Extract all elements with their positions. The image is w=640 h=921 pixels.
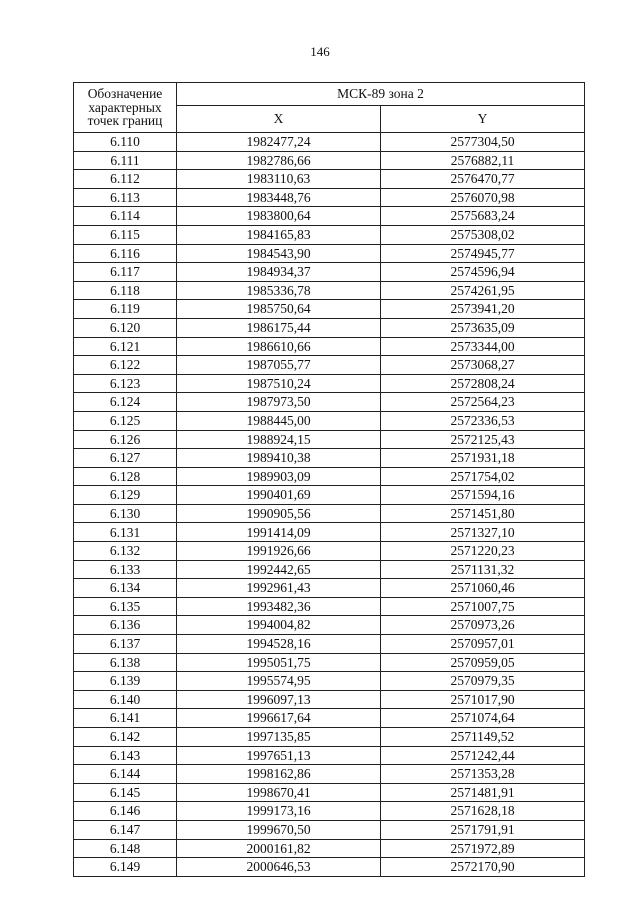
point-id-cell: 6.129 [74,486,177,505]
table-row [74,486,585,505]
table-row [74,356,585,375]
table-row [74,560,585,579]
table-row [74,133,585,152]
point-id-cell: 6.143 [74,746,177,765]
y-coordinate-cell: 2573941,20 [381,300,585,319]
table-row [74,244,585,263]
point-id-cell: 6.137 [74,635,177,654]
x-coordinate-cell: 1989903,09 [177,467,381,486]
y-coordinate-cell: 2571327,10 [381,523,585,542]
point-id-cell: 6.141 [74,709,177,728]
y-coordinate-cell: 2572808,24 [381,374,585,393]
table-row [74,728,585,747]
point-id-cell: 6.123 [74,374,177,393]
y-coordinate-cell: 2572125,43 [381,430,585,449]
table-row [74,746,585,765]
y-coordinate-cell: 2572170,90 [381,858,585,877]
table-body [74,133,585,877]
x-coordinate-cell: 1990401,69 [177,486,381,505]
y-coordinate-cell: 2571972,89 [381,839,585,858]
x-coordinate-cell: 1988924,15 [177,430,381,449]
table-row [74,393,585,412]
y-coordinate-cell: 2571074,64 [381,709,585,728]
table-row [74,300,585,319]
x-coordinate-cell: 1994528,16 [177,635,381,654]
table-row [74,672,585,691]
point-id-cell: 6.132 [74,542,177,561]
point-id-cell: 6.131 [74,523,177,542]
table-row [74,337,585,356]
x-coordinate-cell: 1991926,66 [177,542,381,561]
y-coordinate-cell: 2575308,02 [381,225,585,244]
table-row [74,765,585,784]
x-coordinate-cell: 1993482,36 [177,597,381,616]
y-coordinate-cell: 2576882,11 [381,151,585,170]
point-id-cell: 6.146 [74,802,177,821]
point-id-cell: 6.119 [74,300,177,319]
y-coordinate-cell: 2571791,91 [381,820,585,839]
x-coordinate-cell: 1987973,50 [177,393,381,412]
point-id-cell: 6.113 [74,188,177,207]
x-coordinate-cell: 1996617,64 [177,709,381,728]
point-id-cell: 6.142 [74,728,177,747]
y-coordinate-cell: 2571060,46 [381,579,585,598]
y-coordinate-cell: 2571451,80 [381,504,585,523]
point-id-cell: 6.148 [74,839,177,858]
x-column-header: X [177,106,381,133]
point-id-cell: 6.133 [74,560,177,579]
point-id-cell: 6.110 [74,133,177,152]
point-id-cell: 6.135 [74,597,177,616]
point-id-cell: 6.116 [74,244,177,263]
x-coordinate-cell: 1983448,76 [177,188,381,207]
y-coordinate-cell: 2572564,23 [381,393,585,412]
point-id-cell: 6.124 [74,393,177,412]
table-row [74,820,585,839]
point-id-cell: 6.149 [74,858,177,877]
x-coordinate-cell: 1986175,44 [177,318,381,337]
coordinates-table [73,82,585,877]
table-row [74,449,585,468]
x-coordinate-cell: 2000161,82 [177,839,381,858]
table-row [74,579,585,598]
point-id-cell: 6.130 [74,504,177,523]
point-designation-line2: характерных [88,99,162,115]
x-coordinate-cell: 1987510,24 [177,374,381,393]
y-coordinate-cell: 2571007,75 [381,597,585,616]
table-row [74,858,585,877]
x-coordinate-cell: 1987055,77 [177,356,381,375]
x-coordinate-cell: 1995574,95 [177,672,381,691]
x-coordinate-cell: 1989410,38 [177,449,381,468]
x-coordinate-cell: 1995051,75 [177,653,381,672]
table-row [74,597,585,616]
table-row [74,281,585,300]
x-coordinate-cell: 1984165,83 [177,225,381,244]
point-id-cell: 6.114 [74,207,177,226]
point-designation-header [74,83,177,133]
table-row [74,783,585,802]
x-coordinate-cell: 1982786,66 [177,151,381,170]
table-row [74,709,585,728]
x-coordinate-cell: 1999670,50 [177,820,381,839]
y-coordinate-cell: 2574596,94 [381,263,585,282]
table-row [74,802,585,821]
y-coordinate-cell: 2574261,95 [381,281,585,300]
x-coordinate-cell: 1985750,64 [177,300,381,319]
y-coordinate-cell: 2573344,00 [381,337,585,356]
x-coordinate-cell: 1991414,09 [177,523,381,542]
table-row [74,523,585,542]
point-id-cell: 6.147 [74,820,177,839]
x-coordinate-cell: 1997651,13 [177,746,381,765]
y-coordinate-cell: 2575683,24 [381,207,585,226]
table-row [74,318,585,337]
table-row [74,151,585,170]
x-coordinate-cell: 1996097,13 [177,690,381,709]
table-row [74,542,585,561]
table-row [74,374,585,393]
point-id-cell: 6.125 [74,411,177,430]
y-coordinate-cell: 2571353,28 [381,765,585,784]
table-row [74,188,585,207]
x-coordinate-cell: 1998162,86 [177,765,381,784]
x-coordinate-cell: 1992961,43 [177,579,381,598]
point-id-cell: 6.122 [74,356,177,375]
y-coordinate-cell: 2573068,27 [381,356,585,375]
table-row [74,207,585,226]
y-coordinate-cell: 2577304,50 [381,133,585,152]
point-id-cell: 6.115 [74,225,177,244]
point-id-cell: 6.134 [74,579,177,598]
table-row [74,170,585,189]
y-coordinate-cell: 2571931,18 [381,449,585,468]
y-coordinate-cell: 2574945,77 [381,244,585,263]
x-coordinate-cell: 1983800,64 [177,207,381,226]
x-coordinate-cell: 1990905,56 [177,504,381,523]
point-id-cell: 6.120 [74,318,177,337]
point-id-cell: 6.139 [74,672,177,691]
y-coordinate-cell: 2571242,44 [381,746,585,765]
y-coordinate-cell: 2570973,26 [381,616,585,635]
point-id-cell: 6.136 [74,616,177,635]
table-row [74,690,585,709]
x-coordinate-cell: 1994004,82 [177,616,381,635]
table-header [74,83,585,133]
point-id-cell: 6.128 [74,467,177,486]
x-coordinate-cell: 2000646,53 [177,858,381,877]
point-id-cell: 6.145 [74,783,177,802]
y-coordinate-cell: 2573635,09 [381,318,585,337]
x-coordinate-cell: 1988445,00 [177,411,381,430]
y-coordinate-cell: 2576470,77 [381,170,585,189]
table-row [74,839,585,858]
point-id-cell: 6.127 [74,449,177,468]
table-row [74,467,585,486]
table-row [74,225,585,244]
y-coordinate-cell: 2571149,52 [381,728,585,747]
x-coordinate-cell: 1997135,85 [177,728,381,747]
x-coordinate-cell: 1992442,65 [177,560,381,579]
x-coordinate-cell: 1983110,63 [177,170,381,189]
point-id-cell: 6.118 [74,281,177,300]
table-row [74,616,585,635]
table-row [74,653,585,672]
table-row [74,635,585,654]
y-coordinate-cell: 2571754,02 [381,467,585,486]
point-designation-line3: точек границ [87,113,163,129]
table-row [74,411,585,430]
x-coordinate-cell: 1984543,90 [177,244,381,263]
y-coordinate-cell: 2576070,98 [381,188,585,207]
point-designation-line1: Обозначение [87,86,163,102]
point-id-cell: 6.117 [74,263,177,282]
x-coordinate-cell: 1986610,66 [177,337,381,356]
point-id-cell: 6.126 [74,430,177,449]
y-coordinate-cell: 2572336,53 [381,411,585,430]
y-coordinate-cell: 2571481,91 [381,783,585,802]
point-id-cell: 6.138 [74,653,177,672]
coordinate-system-header: МСК-89 зона 2 [177,83,585,106]
table-row [74,504,585,523]
y-coordinate-cell: 2571131,32 [381,560,585,579]
y-column-header: Y [381,106,585,133]
x-coordinate-cell: 1985336,78 [177,281,381,300]
x-coordinate-cell: 1999173,16 [177,802,381,821]
x-coordinate-cell: 1998670,41 [177,783,381,802]
y-coordinate-cell: 2571594,16 [381,486,585,505]
y-coordinate-cell: 2570959,05 [381,653,585,672]
point-id-cell: 6.144 [74,765,177,784]
y-coordinate-cell: 2571628,18 [381,802,585,821]
y-coordinate-cell: 2570957,01 [381,635,585,654]
x-coordinate-cell: 1982477,24 [177,133,381,152]
y-coordinate-cell: 2571220,23 [381,542,585,561]
point-id-cell: 6.112 [74,170,177,189]
point-id-cell: 6.111 [74,151,177,170]
table-row [74,430,585,449]
table-row [74,263,585,282]
point-id-cell: 6.140 [74,690,177,709]
point-id-cell: 6.121 [74,337,177,356]
y-coordinate-cell: 2571017,90 [381,690,585,709]
y-coordinate-cell: 2570979,35 [381,672,585,691]
x-coordinate-cell: 1984934,37 [177,263,381,282]
page-number: 146 [310,44,330,59]
